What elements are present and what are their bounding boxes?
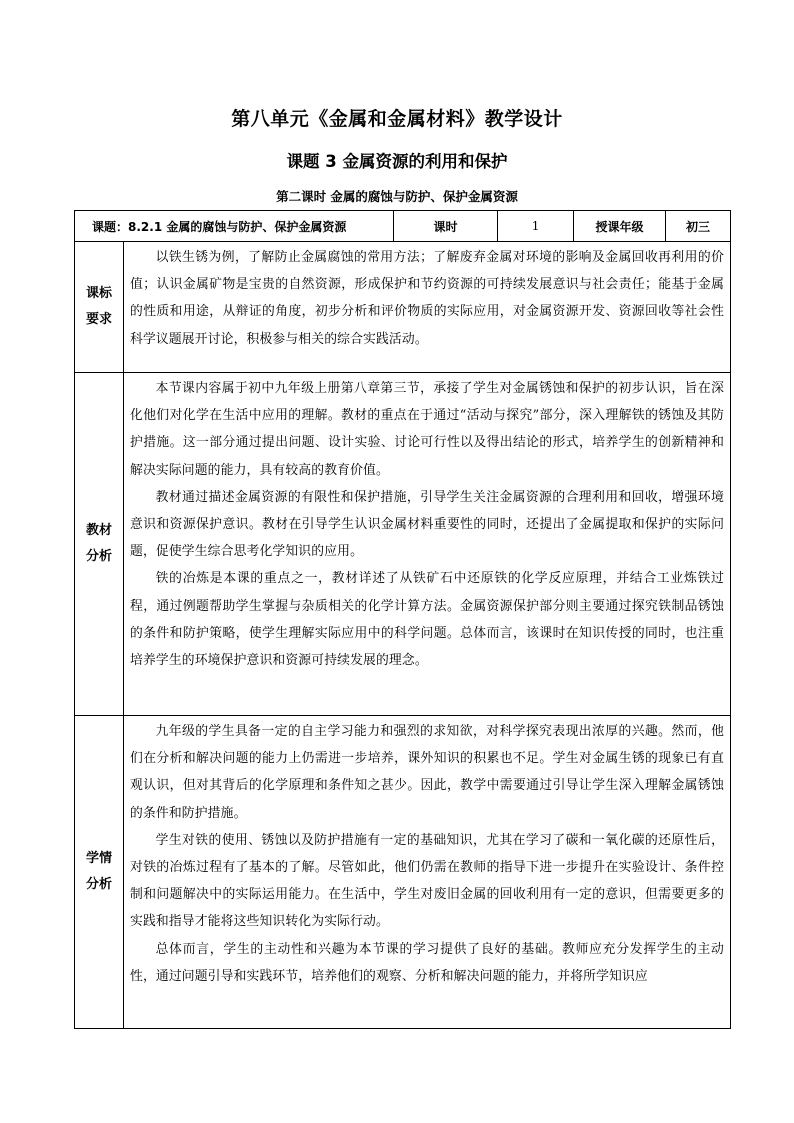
paragraph: 教材通过描述金属资源的有限性和保护措施，引导学生关注金属资源的合理利用和回收，增强环境意识和资源保护意识。教材在引导学生认识金属材料重要性的同时，还提出了金属提取和保护的实际问题，促使学生综合思考化学知识的应用。 [130,489,725,560]
paragraph: 本节课内容属于初中九年级上册第八章第三节，承接了学生对金属锈蚀和保护的初步认识，旨在深化他们对化学在生活中应用的理解。教材的重点在于通过“活动与探究”部分，深入理解铁的锈蚀及其防护措施。这一部分通过提出问题、设计实验、讨论可行性以及得出结论的形式，培养学生的创新精神和解决实际问题的能力，具有较高的教育价值。 [130,381,725,478]
paragraph: 以铁生锈为例，了解防止金属腐蚀的常用方法；了解废弃金属对环境的影响及金属回收再利用的价值；认识金属矿物是宝贵的自然资源，形成保护和节约资源的可持续发展意识与社会责任；能基于金属的性质和用途，从辩证的角度，初步分析和评价物质的实际应用，对金属资源开发、资源回收等社会性科学议题展开讨论，积极参与相关的综合实践活动。 [130,250,725,347]
paragraph: 铁的冶炼是本课的重点之一，教材详述了从铁矿石中还原铁的化学反应原理，并结合工业炼铁过程，通过例题帮助学生掌握与杂质相关的化学计算方法。金属资源保护部分则主要通过探究铁制品锈蚀的条件和防护策略，使学生理解实际应用中的科学问题。总体而言，该课时在知识传授的同时，也注重培养学生的环境保护意识和资源可持续发展的理念。 [130,571,725,669]
section-label [75,373,124,716]
lesson-topic-title: 课题 3 金属资源的利用和保护 [286,152,508,171]
section-label-line: 分析 [85,877,112,892]
section-content [124,242,731,373]
grade-label: 授课年级 [574,211,666,242]
info-row [75,211,731,242]
paragraph: 学生对铁的使用、锈蚀以及防护措施有一定的基础知识，尤其在学习了碳和一氧化碳的还原性后，对铁的冶炼过程有了基本的了解。尽管如此，他们仍需在教师的指导下进一步提升在实验设计、条件控制和问题解决中的实际运用能力。在生活中，学生对废旧金属的回收利用有一定的意识，但需要更多的实践和指导才能将这些知识转化为实际行动。 [130,832,725,930]
section-label-line: 学情 [85,851,112,866]
period-value: 1 [498,211,574,242]
lesson-period-title: 第二课时 金属的腐蚀与防护、保护金属资源 [276,189,518,204]
topic-cell: 课题：8.2.1 金属的腐蚀与防护、保护金属资源 [75,211,394,242]
section-content [124,716,731,1029]
section-row-textbook [75,373,731,716]
section-label-line: 教材 [85,523,112,538]
section-label-line: 课标 [85,286,112,301]
section-row-curriculum [75,242,731,373]
paragraph: 总体而言，学生的主动性和兴趣为本节课的学习提供了良好的基础。教师应充分发挥学生的主动性，通过问题引导和实践环节，培养他们的观察、分析和解决问题的能力，并将所学知识应 [130,941,725,984]
section-content [124,373,731,716]
teaching-plan-table [74,210,731,1029]
section-label [75,242,124,373]
document-title: 第八单元《金属和金属材料》教学设计 [231,108,563,130]
section-label-line: 要求 [85,312,112,327]
grade-value: 初三 [666,211,731,242]
section-label-line: 分析 [85,549,112,564]
section-row-students [75,716,731,1029]
period-label: 课时 [394,211,498,242]
paragraph: 九年级的学生具备一定的自主学习能力和强烈的求知欲，对科学探究表现出浓厚的兴趣。然而，他们在分析和解决问题的能力上仍需进一步培养，课外知识的积累也不足。学生对金属生锈的现象已有直观认识，但对其背后的化学原理和条件知之甚少。因此，教学中需要通过引导让学生深入理解金属锈蚀的条件和防护措施。 [130,724,725,821]
section-label [75,716,124,1029]
